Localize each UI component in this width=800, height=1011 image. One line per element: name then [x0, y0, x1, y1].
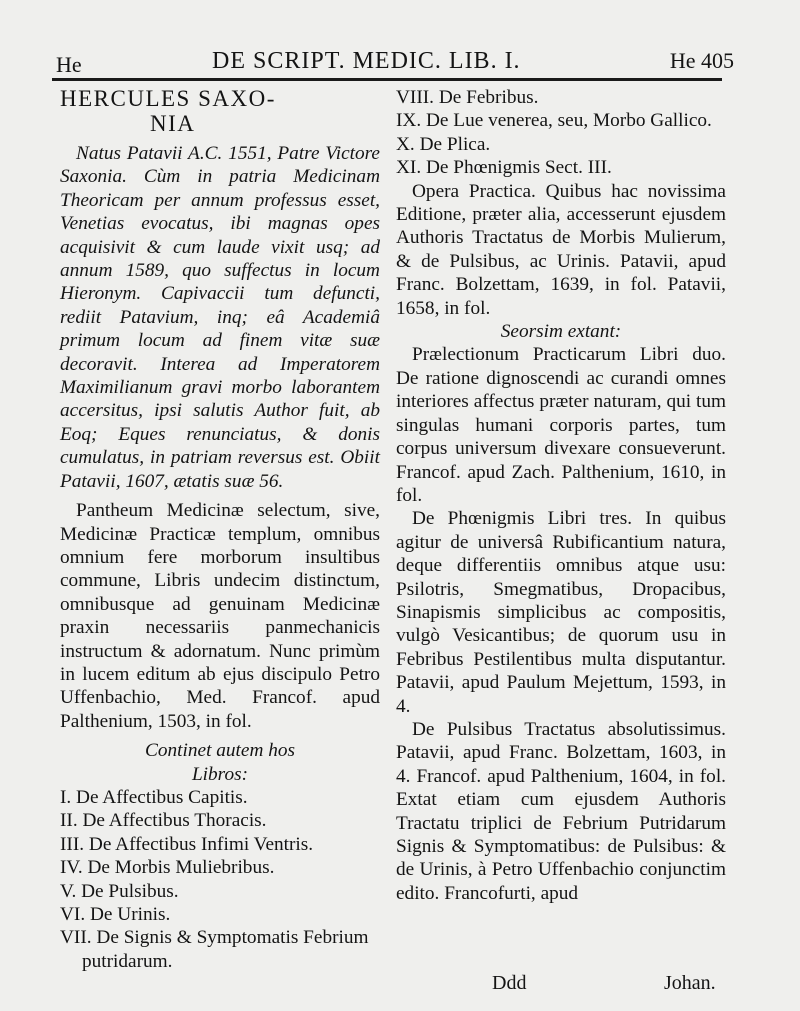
entry-title-line2: NIA	[150, 111, 196, 136]
opera-practica-entry: Opera Practica. Quibus hac novissima Editione, præter alia, accesserunt ejusdem Authoris Tractatus de Morbis Mulierum, & de Pulsibus, ac Urinis. Patavii, apud Franc. Bolzettam, 1639, in fol. Patavii, 1658, in fol.	[396, 180, 726, 319]
phoenigmis-entry: De Phœnigmis Libri tres. In quibus agitur de universâ Rubificantium natura, deque differentiis omnibus atque usu: Psilotris, Smegmatibus, Dropacibus, Sinapismis simplicibus ac compositis, vulgò Vesicantibus; de quorum usu in Febribus Pestilentibus multa disputantur. Patavii, apud Paulum Mejettum, 1593, in 4.	[396, 508, 726, 717]
list-item: IX. De Lue venerea, seu, Morbo Gallico.	[396, 110, 712, 132]
header-title: DE SCRIPT. MEDIC. LIB. I.	[212, 48, 521, 74]
list-item: III. De Affectibus Infimi Ventris.	[60, 833, 314, 855]
list-item: VII. De Signis & Symptomatis Febrium putridarum.	[60, 927, 369, 972]
pantheum-entry: Pantheum Medicinæ selectum, sive, Medicinæ Practicæ templum, omnibus omnium fere morborum insultibus commune, Libris undecim distinctum, omnibusque ad genuinam Medicinæ praxin necessariis panmechanicis instructum & adornatum. Nunc primùm in lucem editum ab ejus discipulo Petro Uffenbachio, Med. Francof. apud Palthenium, 1503, in fol.	[60, 500, 380, 732]
contents-heading-line1: Continet autem hos	[145, 740, 295, 762]
entry-title-line1: HERCULES SAXO-	[60, 86, 276, 111]
catchword: Johan.	[664, 972, 716, 994]
contents-heading-line2: Libros:	[191, 763, 249, 785]
list-item: V. De Pulsibus.	[60, 880, 179, 902]
seorsim-heading: Seorsim extant:	[500, 321, 622, 343]
list-item: II. De Affectibus Thoracis.	[60, 810, 267, 832]
list-item: VI. De Urinis.	[60, 904, 171, 925]
header-page-number: He 405	[669, 48, 734, 73]
list-item: X. De Plica.	[396, 133, 491, 155]
running-header	[52, 44, 734, 78]
header-rule	[52, 78, 722, 81]
praelectiones-entry: Prælectionum Practicarum Libri duo. De ratione dignoscendi ac curandi omnes interiores affectus præter naturam, qui tum singulas humani corporis partes, tum corpus universum divexare consueverunt. Francof. apud Zach. Palthenium, 1610, in fol.	[396, 344, 726, 506]
biography-paragraph: Natus Patavii A.C. 1551, Patre Victore Saxonia. Cùm in patria Medicinam Theoricam per annum professus esset, Venetias evocatus, ibi magnas opes acquisivit & cum laude vixit usq; ad annum 1589, quo suffectus in locum Hieronym. Capivaccii tum defuncti, rediit Patavium, inq; eâ Academiâ primum locum ad finem vitæ suæ decoravit. Interea ad Imperatorem Maximilianum gravi morbo laborantem accersitus, ipsi salutis Author fuit, ab Eoq; Eques renunciatus, & donis cumulatus, in patriam reversus est. Obiit Patavii, 1607, ætatis suæ 56.	[60, 143, 380, 492]
pulsibus-entry: De Pulsibus Tractatus absolutissimus. Patavii, apud Franc. Bolzettam, 1603, in 4. Francof. apud Palthenium, 1604, in fol. Extat etiam cum ejusdem Authoris Tractatu triplici de Febrium Putridarum Signis & Symptomatibus: de Pulsibus: & de Urinis, à Petro Uffenbachio conjunctim edito. Francofurti, apud	[396, 718, 726, 904]
list-item: IV. De Morbis Muliebribus.	[60, 857, 275, 879]
books-list-continued	[396, 86, 726, 180]
header-left-word: He	[56, 52, 82, 77]
left-column	[60, 86, 380, 973]
list-item: XI. De Phœnigmis Sect. III.	[396, 157, 612, 179]
right-column	[396, 86, 726, 905]
list-item: VIII. De Febribus.	[396, 87, 539, 108]
books-list	[60, 786, 380, 973]
signature-mark: Ddd	[492, 972, 527, 994]
list-item: I. De Affectibus Capitis.	[60, 786, 248, 808]
